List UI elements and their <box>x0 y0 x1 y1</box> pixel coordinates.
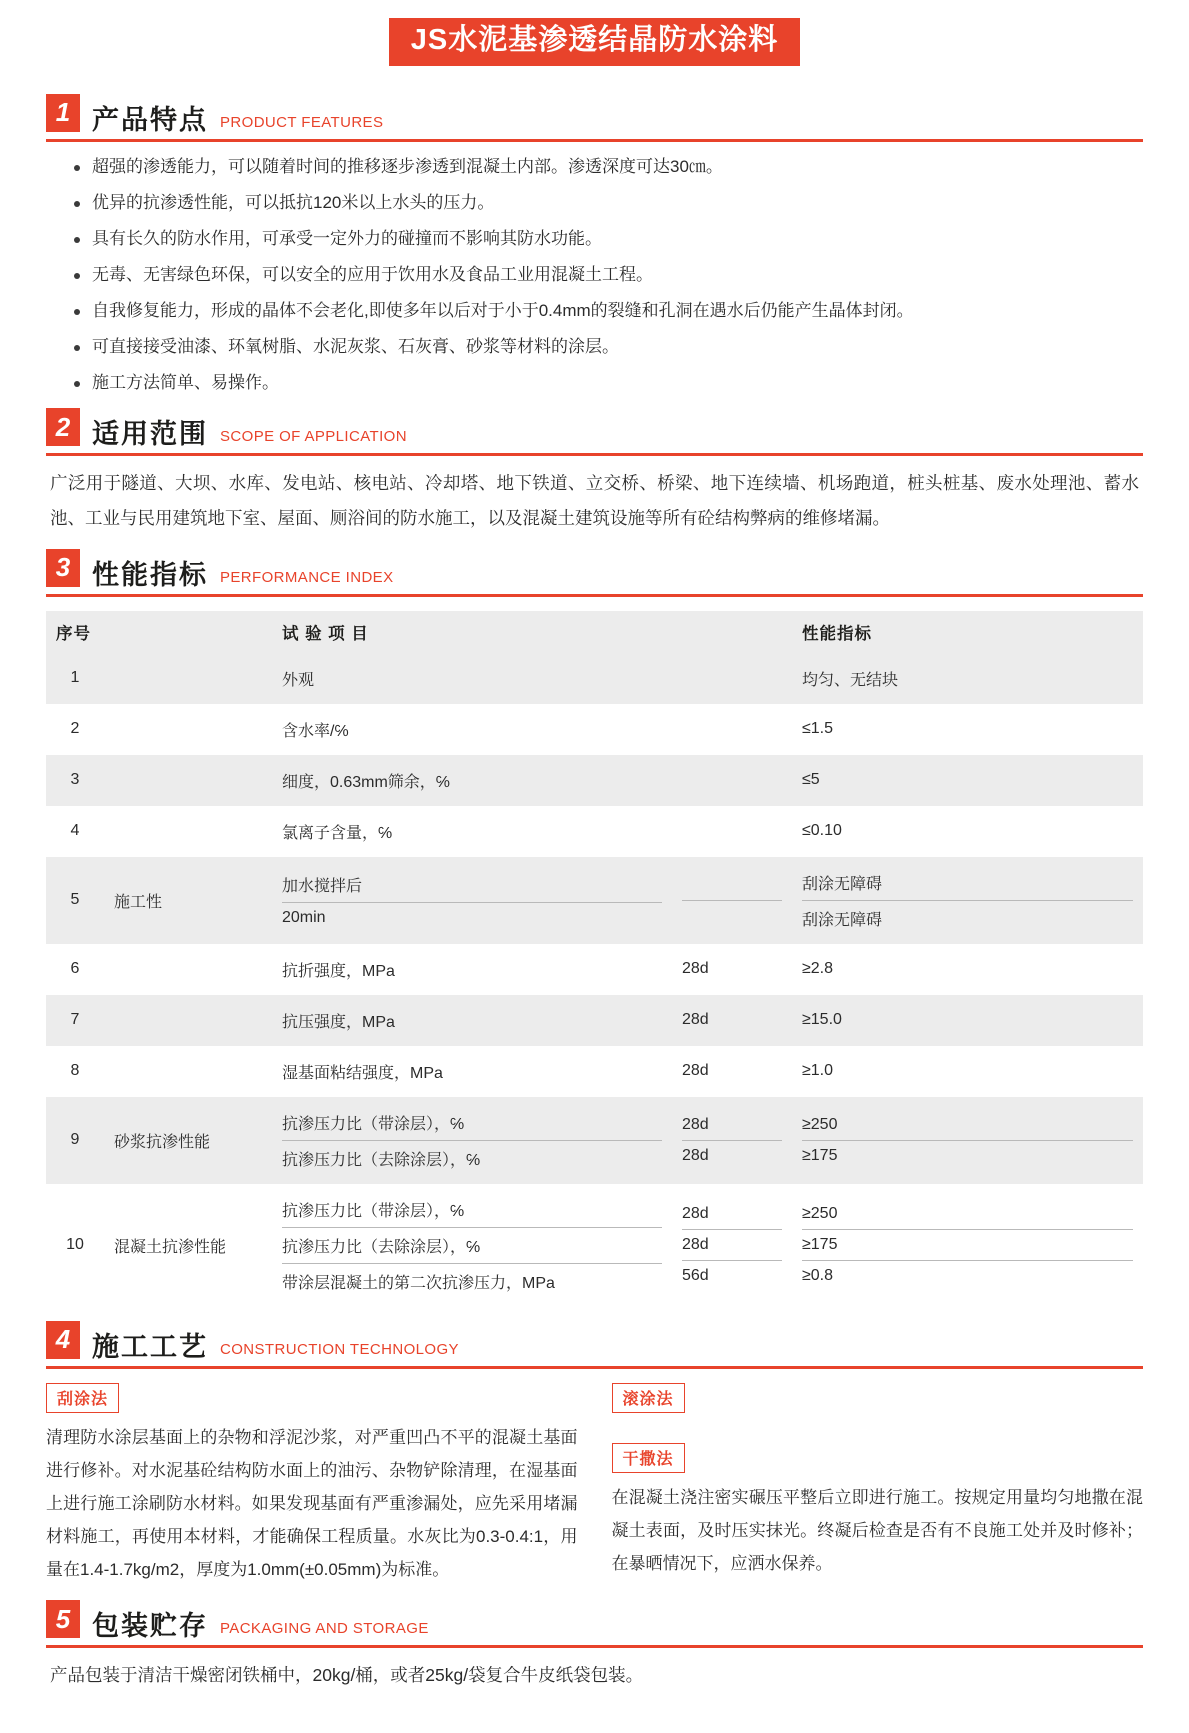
cell-value-line: 刮涂无障碍 <box>802 875 883 893</box>
list-item: 可直接接受油漆、环氧树脂、水泥灰浆、石灰膏、砂浆等材料的涂层。 <box>72 336 1143 359</box>
section-1-heading <box>46 94 1143 137</box>
cell-item-line: 含水率/℅ <box>282 722 349 740</box>
cell-group: 混凝土抗渗性能 <box>104 1184 272 1307</box>
column-spacer <box>612 1421 1144 1443</box>
cell-group: 施工性 <box>104 857 272 944</box>
cell-no: 1 <box>46 653 104 704</box>
cell-no: 9 <box>46 1097 104 1184</box>
th-age <box>672 611 792 653</box>
section-2-number: 2 <box>46 408 80 446</box>
section-3-divider <box>46 594 1143 597</box>
cell-no: 4 <box>46 806 104 857</box>
cell-value <box>792 755 1143 806</box>
list-item: 施工方法简单、易操作。 <box>72 372 1143 395</box>
cell-age-line <box>682 888 782 900</box>
cell-item <box>272 995 672 1046</box>
cell-group <box>104 755 272 806</box>
cell-age-line: 28d <box>682 1140 782 1171</box>
list-item: 无毒、无害绿色环保，可以安全的应用于饮用水及食品工业用混凝土工程。 <box>72 264 1143 287</box>
cell-item <box>272 653 672 704</box>
cell-value-line: ≥175 <box>802 1229 1133 1260</box>
cell-age-line: 28d <box>682 1229 782 1260</box>
cell-age-line: 28d <box>682 1011 709 1029</box>
list-item: 优异的抗渗透性能，可以抵抗120米以上水头的压力。 <box>72 192 1143 215</box>
method-tag-rolling: 滚涂法 <box>612 1383 685 1413</box>
cell-value-line: ≥1.0 <box>802 1062 834 1080</box>
cell-age-line: 28d <box>682 1062 709 1080</box>
cell-item-line: 湿基面粘结强度，MPa <box>282 1064 443 1082</box>
cell-value-line: ≥175 <box>802 1140 1133 1171</box>
table-header-row <box>46 611 1143 653</box>
section-construction-technology <box>0 1321 1189 1587</box>
cell-value <box>792 944 1143 995</box>
list-item: 超强的渗透能力，可以随着时间的推移逐步渗透到混凝土内部。渗透深度可达30㎝。 <box>72 156 1143 179</box>
scope-paragraph: 广泛用于隧道、大坝、水库、发电站、核电站、冷却塔、地下铁道、立交桥、桥梁、地下连续墙、机场跑道，桩头桩基、废水处理池、蓄水池、工业与民用建筑地下室、屋面、厕浴间的防水施工，以及混凝土建筑设施等所有砼结构弊病的维修堵漏。 <box>50 473 1139 528</box>
cell-item-line: 抗渗压力比（带涂层），℅ <box>282 1202 465 1220</box>
cell-age <box>672 1046 792 1097</box>
cell-age-line <box>682 900 782 913</box>
cell-item-line: 带涂层混凝土的第二次抗渗压力，MPa <box>282 1263 662 1299</box>
th-no: 序号 <box>46 611 104 653</box>
section-scope-of-application <box>0 408 1189 534</box>
cell-no: 6 <box>46 944 104 995</box>
section-3-title-cn: 性能指标 <box>92 559 208 590</box>
cell-age-line <box>682 672 782 684</box>
cell-item <box>272 704 672 755</box>
page-title: JS水泥基渗透结晶防水涂料 <box>389 18 800 66</box>
cell-group <box>104 1046 272 1097</box>
section-1-title-en: PRODUCT FEATURES <box>220 113 384 131</box>
table-row <box>46 806 1143 857</box>
cell-age <box>672 704 792 755</box>
performance-index-table <box>46 611 1143 1307</box>
cell-value-line: ≥250 <box>802 1205 838 1223</box>
construction-columns <box>46 1383 1143 1587</box>
cell-age-line <box>682 723 782 735</box>
cell-item <box>272 1184 672 1307</box>
cell-item-line: 抗渗压力比（去除涂层），℅ <box>282 1140 662 1176</box>
cell-group: 砂浆抗渗性能 <box>104 1097 272 1184</box>
section-4-title-en: CONSTRUCTION TECHNOLOGY <box>220 1340 459 1358</box>
cell-no: 3 <box>46 755 104 806</box>
cell-value <box>792 857 1143 944</box>
cell-item-line: 20min <box>282 902 662 933</box>
cell-value <box>792 1184 1143 1307</box>
cell-value-line: ≥250 <box>802 1115 838 1133</box>
cell-value <box>792 995 1143 1046</box>
cell-age <box>672 806 792 857</box>
section-4-heading <box>46 1321 1143 1364</box>
cell-age <box>672 755 792 806</box>
cell-item-line: 抗渗压力比（去除涂层），℅ <box>282 1227 662 1263</box>
cell-age <box>672 857 792 944</box>
cell-no: 5 <box>46 857 104 944</box>
section-5-heading <box>46 1600 1143 1643</box>
th-item: 试 验 项 目 <box>272 611 672 653</box>
cell-item <box>272 944 672 995</box>
cell-age-line: 28d <box>682 960 709 978</box>
th-value: 性能指标 <box>792 611 1143 653</box>
cell-no: 10 <box>46 1184 104 1307</box>
table-row <box>46 944 1143 995</box>
cell-age <box>672 653 792 704</box>
cell-no: 2 <box>46 704 104 755</box>
cell-value-line: 刮涂无障碍 <box>802 900 1133 936</box>
cell-value-line: ≤5 <box>802 771 820 789</box>
section-2-heading <box>46 408 1143 451</box>
section-2-title-en: SCOPE OF APPLICATION <box>220 428 407 446</box>
section-5-divider <box>46 1645 1143 1648</box>
cell-group <box>104 944 272 995</box>
cell-value-line: ≤1.5 <box>802 720 834 738</box>
cell-item <box>272 1097 672 1184</box>
construction-right-column <box>612 1383 1144 1587</box>
section-2-divider <box>46 453 1143 456</box>
section-product-features <box>0 94 1189 395</box>
cell-group <box>104 995 272 1046</box>
cell-value <box>792 653 1143 704</box>
section-3-heading <box>46 549 1143 592</box>
construction-left-column <box>46 1383 578 1587</box>
cell-age <box>672 995 792 1046</box>
method-tag-dry-sprinkling: 干撒法 <box>612 1443 685 1473</box>
cell-age-line: 28d <box>682 1115 709 1133</box>
cell-value-line: ≤0.10 <box>802 822 842 840</box>
cell-group <box>104 704 272 755</box>
table-row <box>46 1097 1143 1184</box>
product-features-list <box>72 156 1143 395</box>
cell-group <box>104 806 272 857</box>
cell-age-line <box>682 774 782 786</box>
section-5-number: 5 <box>46 1600 80 1638</box>
section-1-title-cn: 产品特点 <box>92 104 208 135</box>
section-performance-index <box>0 549 1189 1307</box>
cell-item-line: 抗压强度，MPa <box>282 1013 395 1031</box>
cell-no: 7 <box>46 995 104 1046</box>
table-row <box>46 1046 1143 1097</box>
cell-item-line: 氯离子含量，℅ <box>282 824 393 842</box>
cell-age-line <box>682 825 782 837</box>
cell-value <box>792 1097 1143 1184</box>
table-row <box>46 653 1143 704</box>
cell-value <box>792 806 1143 857</box>
section-packaging-and-storage <box>0 1600 1189 1692</box>
dry-sprinkling-method-text: 在混凝土浇注密实碾压平整后立即进行施工。按规定用量均匀地撒在混凝土表面，及时压实抹光。终凝后检查是否有不良施工处并及时修补；在暴晒情况下，应洒水保养。 <box>611 1487 1143 1573</box>
section-4-divider <box>46 1366 1143 1369</box>
section-1-number: 1 <box>46 94 80 132</box>
cell-age-line: 56d <box>682 1260 782 1291</box>
cell-item-line: 加水搅拌后 <box>282 878 363 896</box>
cell-item <box>272 806 672 857</box>
cell-item-line: 抗渗压力比（带涂层），℅ <box>282 1115 465 1133</box>
packaging-paragraph: 产品包装于清洁干燥密闭铁桶中，20kg/桶，或者25kg/袋复合牛皮纸袋包装。 <box>50 1665 644 1686</box>
cell-item <box>272 755 672 806</box>
cell-value-line: ≥0.8 <box>802 1260 1133 1291</box>
table-row <box>46 704 1143 755</box>
method-tag-scraping: 刮涂法 <box>46 1383 119 1413</box>
cell-age <box>672 944 792 995</box>
page-title-banner <box>0 0 1189 80</box>
scraping-method-text: 清理防水涂层基面上的杂物和浮泥沙浆，对严重凹凸不平的混凝土基面进行修补。对水泥基砼结构防水面上的油污、杂物铲除清理，在湿基面上进行施工涂刷防水材料。如果发现基面有严重渗漏处，应先采用堵漏材料施工，再使用本材料，才能确保工程质量。水灰比为0.3-0.4:1，用量在1.4-1.7kg/m2，厚度为1.0mm(±0.05mm)为标准。 <box>46 1427 578 1580</box>
cell-item-line: 抗折强度，MPa <box>282 962 395 980</box>
cell-value-line: ≥15.0 <box>802 1011 842 1029</box>
cell-value-line: ≥2.8 <box>802 960 834 978</box>
cell-group <box>104 653 272 704</box>
cell-value <box>792 704 1143 755</box>
table-row <box>46 755 1143 806</box>
cell-age-line: 28d <box>682 1205 709 1223</box>
section-4-number: 4 <box>46 1321 80 1359</box>
table-row <box>46 857 1143 944</box>
cell-age <box>672 1097 792 1184</box>
th-group <box>104 611 272 653</box>
section-4-title-cn: 施工工艺 <box>92 1331 208 1362</box>
list-item: 具有长久的防水作用，可承受一定外力的碰撞而不影响其防水功能。 <box>72 228 1143 251</box>
section-1-divider <box>46 139 1143 142</box>
section-3-number: 3 <box>46 549 80 587</box>
cell-no: 8 <box>46 1046 104 1097</box>
table-row <box>46 995 1143 1046</box>
cell-item <box>272 857 672 944</box>
cell-age <box>672 1184 792 1307</box>
cell-item-line: 细度，0.63mm筛余，℅ <box>282 773 450 791</box>
table-row <box>46 1184 1143 1307</box>
section-3-title-en: PERFORMANCE INDEX <box>220 568 394 586</box>
cell-item-line: 外观 <box>282 671 315 689</box>
cell-value <box>792 1046 1143 1097</box>
section-5-title-cn: 包装贮存 <box>92 1611 208 1642</box>
list-item: 自我修复能力，形成的晶体不会老化,即使多年以后对于小于0.4mm的裂缝和孔洞在遇水后仍能产生晶体封闭。 <box>72 300 1143 323</box>
section-2-title-cn: 适用范围 <box>92 419 208 450</box>
cell-item <box>272 1046 672 1097</box>
section-5-title-en: PACKAGING AND STORAGE <box>220 1620 429 1638</box>
cell-value-line: 均匀、无结块 <box>802 671 899 689</box>
